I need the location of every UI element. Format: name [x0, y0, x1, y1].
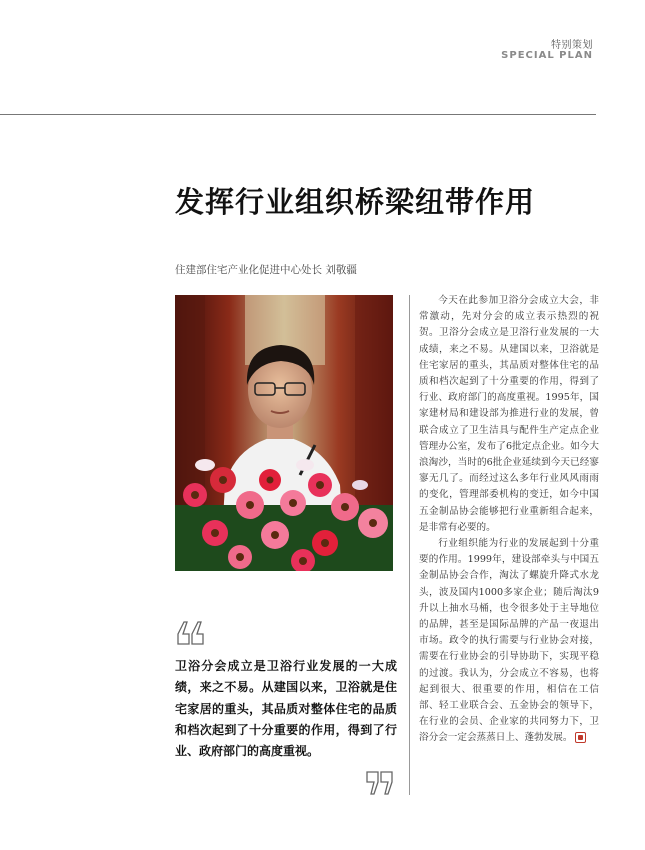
article-body	[419, 293, 599, 747]
section-label-english: SPECIAL PLAN	[501, 50, 593, 61]
end-of-article-icon	[575, 732, 586, 743]
article-title: 发挥行业组织桥梁纽带作用	[175, 185, 536, 219]
open-quote-icon	[176, 620, 206, 650]
column-divider	[409, 295, 410, 795]
section-label: 特别策划	[551, 40, 593, 51]
close-quote-icon	[365, 770, 395, 800]
body-paragraph: 行业组织能为行业的发展起到十分重要的作用。1999年，建设部牵头与中国五金制品协会合作，淘汰了螺旋升降式水龙头，波及国内1000多家企业；随后淘汰9升以上抽水马桶，也令很多处于主导地位的品牌，甚至是国际品牌的产品一夜退出市场。政令的执行需要与行业协会对接，需要在行业协会的引导协助下，实现平稳的过渡。我认为，分会成立不容易，也将起到很大、很重要的作用，相信在工信部、轻工业联合会、五金协会的领导下，在行业的会员、企业家的共同努力下，卫浴分会一定会蒸蒸日上、蓬勃发展。	[419, 538, 599, 744]
pull-quote: 卫浴分会成立是卫浴行业发展的一大成绩，来之不易。从建国以来，卫浴就是住宅家居的重头，其品质对整体住宅的品质和档次起到了十分重要的作用，得到了行业、政府部门的高度重视。	[175, 659, 397, 759]
author-byline: 住建部住宅产业化促进中心处长 刘敬疆	[175, 264, 357, 276]
body-paragraph: 今天在此参加卫浴分会成立大会，非常激动，先对分会的成立表示热烈的祝贺。卫浴分会成立是卫浴行业发展的一大成绩，来之不易。从建国以来，卫浴就是住宅家居的重头，其品质对整体住宅的品质和档次起到了十分重要的作用，得到了行业、政府部门的高度重视。1995年，国家建材局和建设部为推进行业的发展，曾联合成立了卫生洁具与配件生产定点企业管理办公室，发布了6批定点企业。如今大浪淘沙，当时的6批企业延续到今天已经寥寥无几了。而经过这么多年行业风风雨雨的变化，管理部委机构的变迁，如今中国五金制品协会能够把行业重新组合起来，是非常有必要的。	[419, 295, 599, 533]
speaker-photo	[175, 295, 393, 571]
header-divider	[0, 114, 596, 115]
